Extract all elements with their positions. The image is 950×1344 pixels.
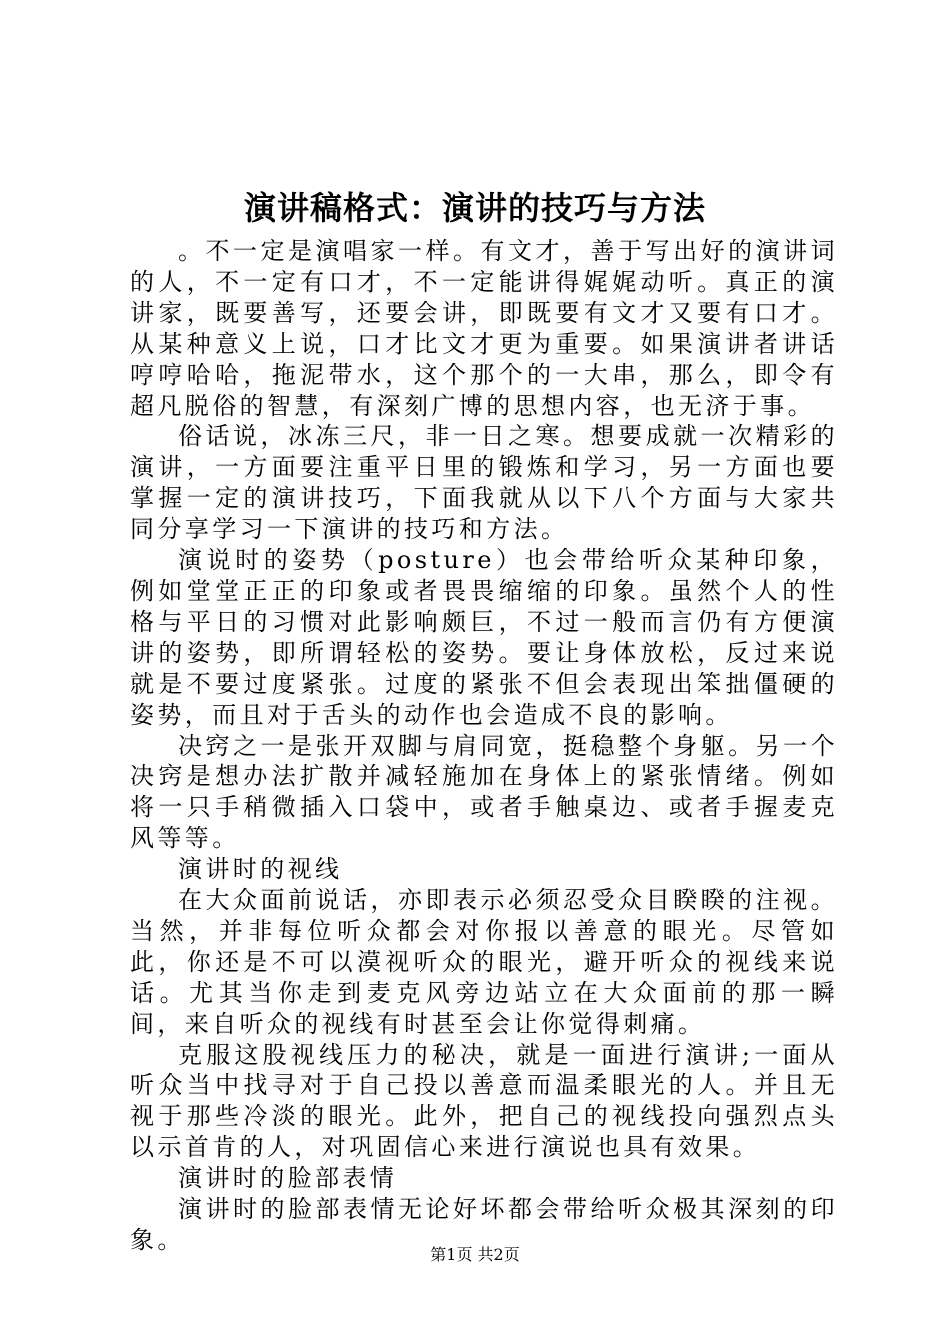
paragraph: 。不一定是演唱家一样。有文才，善于写出好的演讲词的人，不一定有口才，不一定能讲得娓娓动听。真正的演讲家，既要善写，还要会讲，即既要有文才又要有口才。从某种意义上说，口才比文才更为重要。如果演讲者讲话哼哼哈哈，拖泥带水，这个那个的一大串，那么，即令有超凡脱俗的智慧，有深刻广博的思想内容，也无济于事。 xyxy=(130,237,838,420)
paragraph: 克服这股视线压力的秘决，就是一面进行演讲;一面从听众当中找寻对于自己投以善意而温柔眼光的人。并且无视于那些冷淡的眼光。此外，把自己的视线投向强烈点头以示首肯的人，对巩固信心来进行演说也具有效果。 xyxy=(130,1040,838,1162)
paragraph: 演说时的姿势（posture）也会带给听众某种印象，例如堂堂正正的印象或者畏畏缩缩的印象。虽然个人的性格与平日的习惯对此影响颇巨，不过一般而言仍有方便演讲的姿势，即所谓轻松的姿势。要让身体放松，反过来说就是不要过度紧张。过度的紧张不但会表现出笨拙僵硬的姿势，而且对于舌头的动作也会造成不良的影响。 xyxy=(130,546,838,729)
page-footer: 第1页 共2页 xyxy=(430,1245,520,1264)
paragraph: 在大众面前说话，亦即表示必须忍受众目睽睽的注视。当然，并非每位听众都会对你报以善意的眼光。尽管如此，你还是不可以漠视听众的眼光，避开听众的视线来说话。尤其当你走到麦克风旁边站立在大众面前的那一瞬间，来自听众的视线有时甚至会让你觉得刺痛。 xyxy=(130,886,838,1038)
document-title: 演讲稿格式：演讲的技巧与方法 xyxy=(243,189,706,227)
paragraph: 演讲时的脸部表情无论好坏都会带给听众极其深刻的印象。 xyxy=(130,1195,838,1254)
document-body xyxy=(130,236,838,1256)
paragraph: 俗话说，冰冻三尺，非一日之寒。想要成就一次精彩的演讲，一方面要注重平日里的锻炼和学习，另一方面也要掌握一定的演讲技巧，下面我就从以下八个方面与大家共同分享学习一下演讲的技巧和方法。 xyxy=(130,422,838,544)
section-heading: 演讲时的脸部表情 xyxy=(178,1164,398,1193)
paragraph: 决窍之一是张开双脚与肩同宽，挺稳整个身躯。另一个决窍是想办法扩散并减轻施加在身体上的紧张情绪。例如将一只手稍微插入口袋中，或者手触桌边、或者手握麦克风等等。 xyxy=(130,731,838,853)
section-heading: 演讲时的视线 xyxy=(178,855,343,884)
